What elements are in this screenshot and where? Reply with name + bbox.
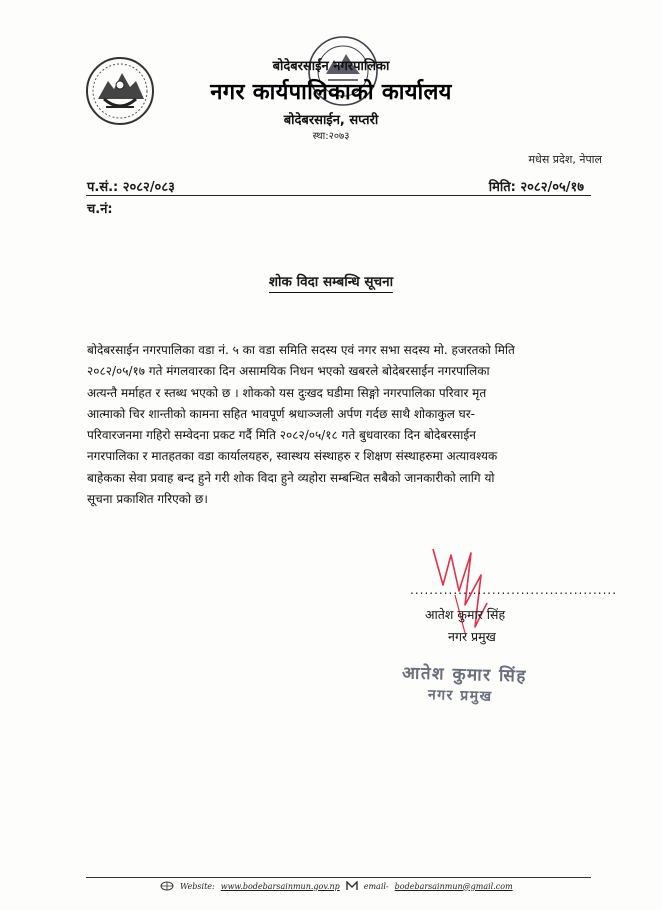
province-label: मधेस प्रदेश, नेपाल: [528, 153, 602, 166]
body-line: २०८२/०५/१७ गते मंगलवारका दिन असामयिक निधन भएको खबरले बोदेबरसाईन नगरपालिका: [87, 364, 490, 379]
signature-line: ...........................................: [410, 583, 618, 597]
date-label: मिति: २०८२/०५/१७: [488, 180, 584, 195]
globe-icon: [160, 881, 174, 891]
body-line: नगरपालिका र मातहतका वडा कार्यालयहरु, स्वास्थय संस्थाहरु र शिक्षण संस्थाहरुमा अत्यावश्यक: [87, 449, 498, 464]
office-location: बोदेबरसाईन, सप्तरी: [283, 113, 379, 128]
footer: [160, 881, 513, 891]
website-label: Website:: [180, 881, 215, 891]
body-line: आत्माको चिर शान्तीको कामना सहित भावपूर्ण श्रधाञ्जली अर्पण गर्दछ साथै शोकाकुल घर-: [87, 406, 475, 421]
website-link[interactable]: www.bodebarsainmun.gov.np: [220, 881, 340, 891]
office-title: नगर कार्यपालिकाको कार्यालय: [210, 80, 452, 105]
header-divider: [86, 195, 591, 196]
signer-title: नगर प्रमुख: [448, 629, 496, 644]
email-link[interactable]: bodebarsainmun@gmail.com: [394, 881, 513, 891]
body-line: परिवारजनमा गहिरो सम्वेदना प्रकट गर्दै मिति २०८२/०५/१८ गते बुधवारका दिन बोदेबरसाईन: [87, 428, 476, 443]
notice-body: [87, 340, 587, 510]
email-label: email-: [363, 881, 389, 891]
municipality-name: बोदेबरसाईन नगरपालिका: [272, 59, 390, 74]
title-stamp: नगर प्रमुख: [427, 687, 493, 705]
footer-divider: [86, 877, 591, 878]
body-line: बोदेबरसाईन नगरपालिका वडा नं. ५ का वडा समिति सदस्य एवं नगर सभा सदस्य मो. हजरतको मिति: [87, 343, 515, 357]
body-line: अत्यन्तै मर्माहत र स्तब्ध भएको छ । शोकको यस दुःखद घडीमा सिङ्गो नगरपालिका परिवार मृत: [87, 385, 487, 400]
signer-name: आतेश कुमार सिंह: [425, 607, 506, 622]
dispatch-number: च.नं:: [87, 202, 113, 217]
name-stamp: आतेश कुमार सिंह: [401, 663, 528, 687]
notice-subject: [0, 272, 662, 290]
reference-number: प.सं.: २०८२/०८३: [87, 180, 175, 195]
body-line: सूचना प्रकाशित गरिएको छ।: [87, 492, 208, 507]
subject-text: शोक विदा सम्बन्धि सूचना: [269, 274, 393, 293]
established-year: स्था:२०७३: [312, 131, 350, 142]
mail-icon: [346, 881, 358, 891]
body-line: बाहेकका सेवा प्रवाह बन्द हुने गरी शोक विदा हुने व्यहोरा सम्बन्धित सबैको जानकारीको लागि यो: [87, 470, 495, 485]
